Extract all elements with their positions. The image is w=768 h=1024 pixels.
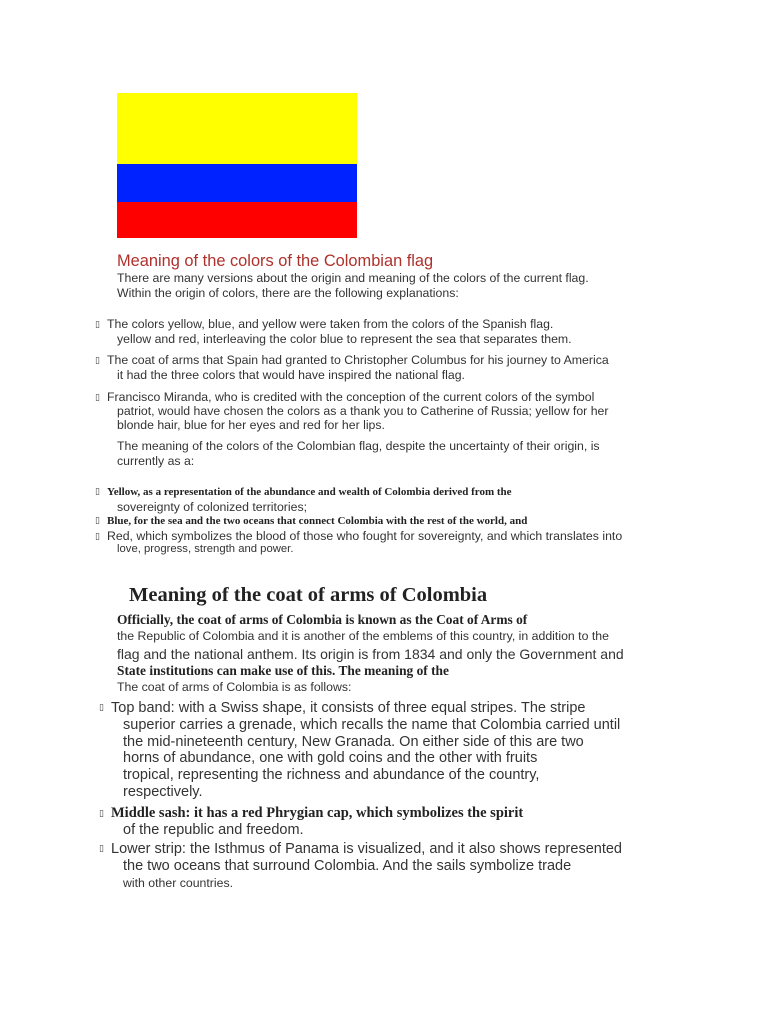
coat-part-middle-sash bbox=[99, 805, 523, 822]
meaning-text: Red, which symbolizes the blood of those who fought for sovereignty, and which translates into bbox=[107, 529, 623, 543]
meaning-intro-line: currently as a: bbox=[117, 454, 195, 468]
missing-glyph-icon: ▯ bbox=[95, 355, 100, 366]
missing-glyph-icon: ▯ bbox=[99, 703, 104, 714]
flag-colors-heading: Meaning of the colors of the Colombian flag bbox=[117, 252, 434, 270]
part-line: tropical, representing the richness and abundance of the country, bbox=[123, 767, 540, 783]
origin-text: The coat of arms that Spain had granted to Christopher Columbus for his journey to America bbox=[107, 353, 609, 367]
missing-glyph-icon: ▯ bbox=[99, 808, 104, 819]
coat-intro-line: the Republic of Colombia and it is another of the emblems of this country, in addition to the bbox=[117, 629, 609, 643]
coat-of-arms-heading: Meaning of the coat of arms of Colombia bbox=[129, 584, 488, 606]
part-line: superior carries a grenade, which recalls the name that Colombia carried until bbox=[123, 717, 621, 733]
meaning-text: Blue, for the sea and the two oceans that connect Colombia with the rest of the world, and bbox=[107, 515, 528, 527]
intro-line: There are many versions about the origin and meaning of the colors of the current flag. bbox=[117, 271, 589, 285]
meaning-line: sovereignty of colonized territories; bbox=[117, 500, 308, 514]
flag-band-blue bbox=[117, 164, 357, 202]
part-line: of the republic and freedom. bbox=[123, 822, 304, 838]
intro-line: Within the origin of colors, there are the following explanations: bbox=[117, 286, 459, 300]
coat-intro-line: Officially, the coat of arms of Colombia is known as the Coat of Arms of bbox=[117, 612, 528, 627]
part-text: Top band: with a Swiss shape, it consists of three equal stripes. The stripe bbox=[111, 700, 586, 716]
coat-intro-line: flag and the national anthem. Its origin is from 1834 and only the Government and bbox=[117, 646, 624, 662]
origin-text: Francisco Miranda, who is credited with the conception of the current colors of the symbol bbox=[107, 390, 595, 404]
origin-line: blonde hair, blue for her eyes and red for her lips. bbox=[117, 418, 385, 432]
meaning-text: Yellow, as a representation of the abundance and wealth of Colombia derived from the bbox=[107, 486, 512, 498]
missing-glyph-icon: ▯ bbox=[95, 516, 100, 527]
coat-intro-line: The coat of arms of Colombia is as follows: bbox=[117, 680, 352, 694]
part-line: horns of abundance, one with gold coins and the other with fruits bbox=[123, 750, 538, 766]
origin-line: yellow and red, interleaving the color blue to represent the sea that separates them. bbox=[117, 332, 572, 346]
meaning-item-blue bbox=[95, 515, 527, 527]
missing-glyph-icon: ▯ bbox=[95, 319, 100, 330]
missing-glyph-icon: ▯ bbox=[95, 531, 100, 542]
origin-line: it had the three colors that would have inspired the national flag. bbox=[117, 368, 465, 382]
colombian-flag-image bbox=[117, 93, 357, 238]
meaning-item-red bbox=[95, 529, 622, 543]
flag-band-yellow bbox=[117, 93, 357, 164]
meaning-item-yellow bbox=[95, 486, 512, 498]
origin-item bbox=[95, 353, 609, 367]
origin-item bbox=[95, 390, 594, 404]
coat-part-top-band bbox=[99, 700, 585, 716]
part-text: Middle sash: it has a red Phrygian cap, which symbolizes the spirit bbox=[111, 805, 524, 821]
part-line: with other countries. bbox=[123, 876, 234, 890]
missing-glyph-icon: ▯ bbox=[95, 487, 100, 498]
origin-text: The colors yellow, blue, and yellow were taken from the colors of the Spanish flag. bbox=[107, 317, 554, 331]
part-line: respectively. bbox=[123, 784, 203, 800]
part-text: Lower strip: the Isthmus of Panama is visualized, and it also shows represented bbox=[111, 841, 622, 857]
coat-intro-line: State institutions can make use of this. The meaning of the bbox=[117, 663, 449, 678]
origin-line: patriot, would have chosen the colors as a thank you to Catherine of Russia; yellow for her bbox=[117, 404, 609, 418]
meaning-line: love, progress, strength and power. bbox=[117, 543, 294, 555]
coat-part-lower-strip bbox=[99, 841, 622, 857]
origin-item bbox=[95, 317, 553, 331]
part-line: the two oceans that surround Colombia. And the sails symbolize trade bbox=[123, 858, 572, 874]
part-line: the mid-nineteenth century, New Granada. On either side of this are two bbox=[123, 734, 584, 750]
missing-glyph-icon: ▯ bbox=[99, 844, 104, 855]
meaning-intro-line: The meaning of the colors of the Colombian flag, despite the uncertainty of their origin, is bbox=[117, 439, 600, 453]
flag-band-red bbox=[117, 202, 357, 238]
missing-glyph-icon: ▯ bbox=[95, 392, 100, 403]
